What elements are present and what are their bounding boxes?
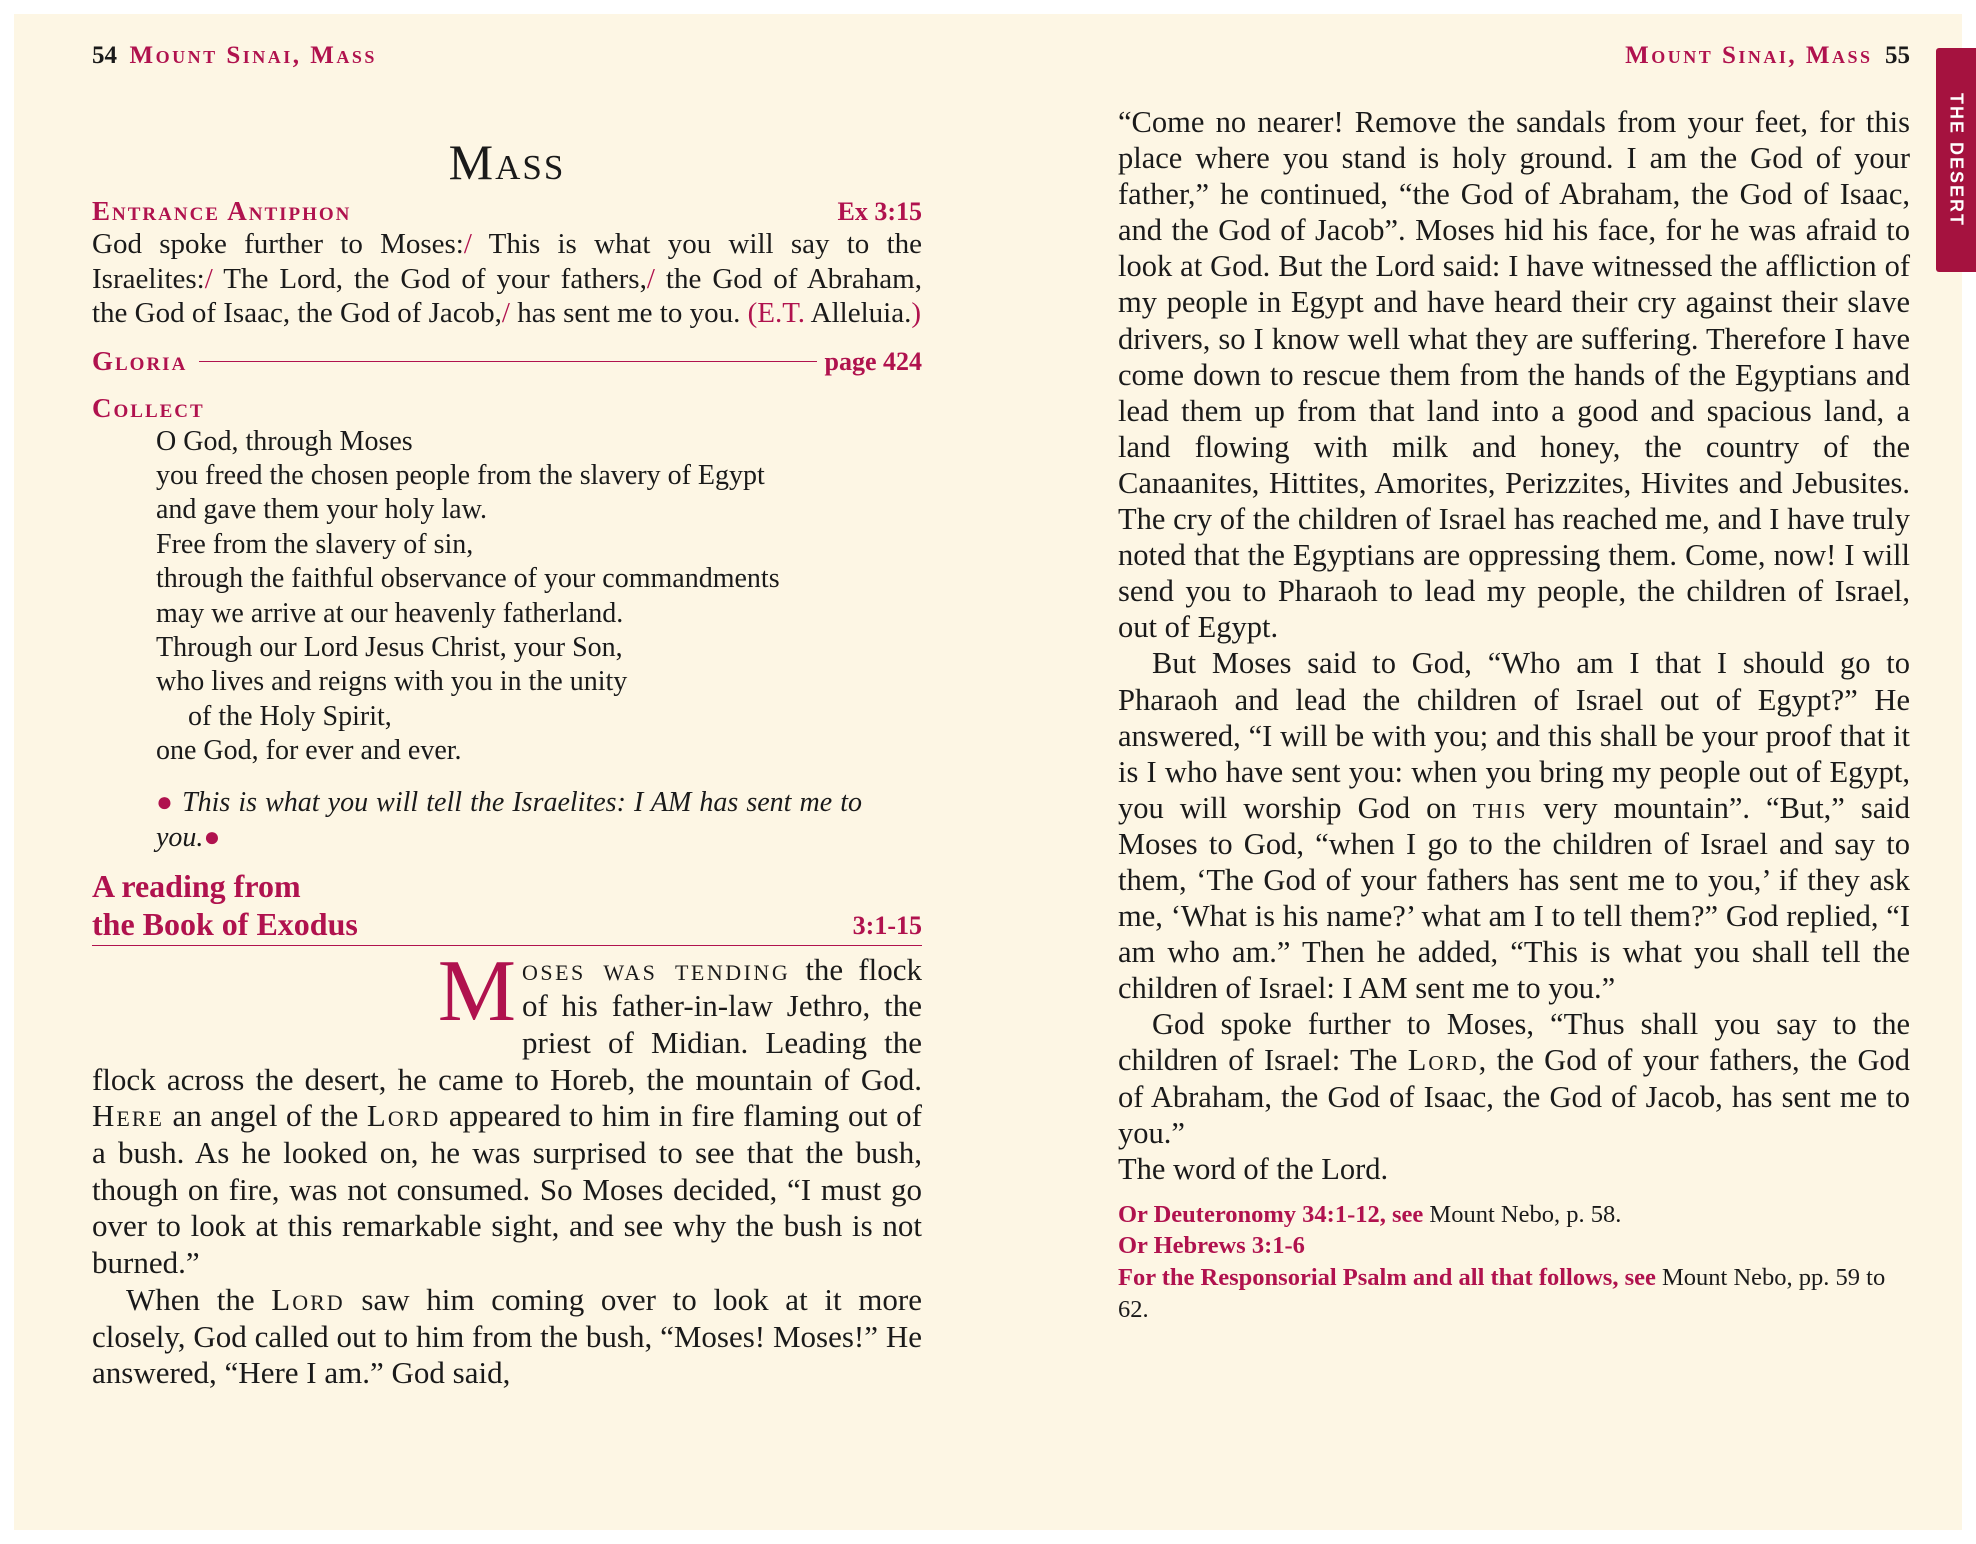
reading-title — [92, 867, 358, 943]
reading-conclusion: The word of the Lord. — [1118, 1151, 1389, 1186]
gloria-page-ref: page 424 — [824, 346, 922, 376]
alt-reading-ref: Or Deuteronomy 34:1-12, see — [1118, 1200, 1424, 1228]
left-page-number: 54 — [92, 42, 117, 69]
entrance-antiphon-label: Entrance Antiphon — [92, 196, 352, 226]
thumb-tab-label: THE DESERT — [1946, 92, 1967, 228]
entrance-antiphon-text — [92, 227, 922, 331]
reading-text-run: , the God of your fathers, the God of Abraham, the God of Isaac, the God of Jacob, has sent me to you.” — [1118, 1043, 1910, 1150]
thumb-tab[interactable] — [1936, 48, 1976, 272]
antiphon-seg: the God of Abraham, the God of Isaac, the God of Jacob, — [92, 262, 922, 329]
reading-text-run: very mountain”. “But,” said Moses to God, “when I go to the children of Israel and say to them, ‘The God of your fathers has sent me to you,’ if they ask me, ‘What is his name?’ what am I to tell them?” God replied, “I am who am.” Then he added, “This is what you shall tell the children of Israel: I AM sent me to you.” — [1118, 790, 1910, 1006]
verse-slash: / — [463, 228, 472, 260]
section-title: Mass — [448, 134, 566, 190]
verse-slash: / — [501, 297, 510, 329]
antiphon-seg: God spoke further to Moses: — [92, 228, 464, 260]
reading-text — [92, 942, 923, 1392]
reading-text-run: God spoke further to Moses, “Thus shall you say to the children of Israel: The — [1118, 1007, 1910, 1078]
collect-label: Collect — [92, 392, 205, 423]
reading-paragraph-2 — [92, 1282, 922, 1392]
right-column — [1118, 104, 1910, 1325]
reading-paragraph-4 — [1118, 645, 1910, 1006]
gloria-heading — [92, 345, 922, 379]
right-running-head — [1625, 42, 1910, 70]
entrance-antiphon-heading — [92, 196, 922, 227]
reading-paragraph-3: “Come no nearer! Remove the sandals from your feet, for this place where you stand is holy ground. I am the God of your father,” he continued, “the God of Abraham, the God of Isaac, and the God of Jacob”. Moses hid his face, for he was afraid to look at God. But the Lord said: I have witnessed the affliction of my people in Egypt and have heard their cry against their slave drivers, so I know well what they are suffering. Therefore I have come down to rescue them from the hands of the Egyptians and lead them up from that land into a good and spacious land, a land flowing with milk and honey, the country of the Canaanites, Hittites, Amorites, Perizzites, Hivites and Jebusites. The cry of the children of Israel has reached me, and I have truly noted that the Egyptians are oppressing them. Come, now! I will send you to Pharaoh to lead my people, the children of Israel, out of Egypt. — [1118, 105, 1910, 645]
collect-line: and gave them your holy law. — [156, 494, 487, 526]
collect-line: you freed the chosen people from the slavery of Egypt — [156, 459, 765, 491]
reading-paragraph-1 — [92, 942, 923, 1282]
antiphon-seg: The Lord, the God of your fathers, — [212, 262, 647, 295]
reading-title-line2: the Book of Exodus — [92, 905, 358, 942]
reading-smallcaps-this: this — [1472, 790, 1528, 825]
gloria-label: Gloria — [92, 346, 188, 376]
alt-reading-hebrews — [1118, 1230, 1910, 1262]
paren-close: ) — [911, 297, 922, 329]
collect-line: Through our Lord Jesus Christ, your Son, — [156, 631, 623, 663]
collect-text — [92, 425, 922, 769]
left-page — [14, 14, 988, 1530]
antiphon-bullet-open: ● — [156, 786, 174, 818]
reading-text-run: But Moses said to God, “Who am I that I should go to Pharaoh and lead the children of Israel out of Egypt?” He answered, “I will be with you; and this shall be your proof that it is I who have sent you: when you bring my people out of Egypt, you will worship God on — [1118, 646, 1910, 825]
psalm-ref-label: For the Responsorial Psalm and all that follows, see — [1118, 1264, 1656, 1291]
collect-line: may we arrive at our heavenly fatherland. — [156, 597, 624, 629]
verse-slash: / — [204, 262, 213, 295]
alt-reading-deuteronomy — [1118, 1199, 1910, 1231]
book-spread — [14, 14, 1967, 1530]
alleluia: Alleluia. — [805, 297, 912, 329]
entrance-antiphon-ref: Ex 3:15 — [837, 197, 922, 226]
verse-slash: / — [646, 262, 655, 295]
left-running-title: Mount Sinai, Mass — [129, 42, 377, 69]
right-running-title: Mount Sinai, Mass — [1625, 42, 1873, 69]
easter-time-label: (E.T. — [747, 297, 806, 329]
responsorial-psalm-ref — [1118, 1262, 1910, 1325]
reading-text-run: When the — [126, 1281, 272, 1317]
reading-first-words: oses was tending — [522, 951, 791, 987]
communion-antiphon — [92, 785, 922, 855]
left-running-head — [92, 42, 377, 70]
reading-smallcaps-lord: Lord — [1407, 1043, 1479, 1078]
reading-smallcaps-here: Here — [92, 1098, 164, 1134]
antiphon-bullet-close: ● — [203, 821, 221, 853]
communion-antiphon-text: This is what you will tell the Israelites: I AM has sent me to you. — [156, 786, 862, 853]
collect-line: Free from the slavery of sin, — [156, 528, 474, 560]
psalm-ref-target: Mount Nebo, pp. 59 to 62. — [1118, 1264, 1886, 1323]
collect-line: O God, through Moses — [156, 425, 413, 457]
reading-ref: 3:1-15 — [852, 910, 922, 940]
right-page — [988, 14, 1967, 1530]
collect-line: who lives and reigns with you in the unity — [156, 666, 628, 698]
alternative-readings — [1118, 1199, 1910, 1325]
antiphon-seg: This is what you will say to the Israelites: — [92, 228, 922, 295]
reading-smallcaps-lord: Lord — [366, 1098, 441, 1134]
reading-heading — [92, 867, 922, 946]
reading-text-run: an angel of the — [163, 1098, 367, 1134]
collect-line: one God, for ever and ever. — [156, 735, 462, 767]
right-page-number: 55 — [1885, 42, 1910, 69]
drop-cap: M — [437, 942, 516, 1040]
collect-line: through the faithful observance of your commandments — [156, 563, 780, 595]
gloria-leader-rule — [199, 361, 816, 363]
reading-text-run: saw him coming over to look at it more closely, God called out to him from the bush, “Moses! Moses!” He answered, “Here I am.” God said, — [92, 1281, 922, 1391]
alt-reading-ref: Or Hebrews 3:1-6 — [1118, 1232, 1305, 1260]
reading-smallcaps-lord: Lord — [271, 1281, 345, 1317]
reading-text-run: the flock of his father-in-law Jethro, the priest of Midian. Leading the flock across the desert, he came to Horeb, the mountain of God. — [92, 951, 922, 1097]
antiphon-seg: has sent me to you. — [509, 297, 748, 329]
alt-reading-target: Mount Nebo, p. 58. — [1423, 1200, 1622, 1228]
reading-paragraph-5 — [1118, 1006, 1910, 1150]
reading-title-line1: A reading from — [92, 867, 301, 904]
reading-text-run: appeared to him in fire flaming out of a bush. As he looked on, he was surprised to see that the bush, though on fire, was not consumed. So Moses decided, “I must go over to look at this remarkable sight, and see why the bush is not burned.” — [92, 1098, 923, 1281]
collect-line: of the Holy Spirit, — [188, 700, 392, 732]
left-column — [92, 132, 922, 1392]
